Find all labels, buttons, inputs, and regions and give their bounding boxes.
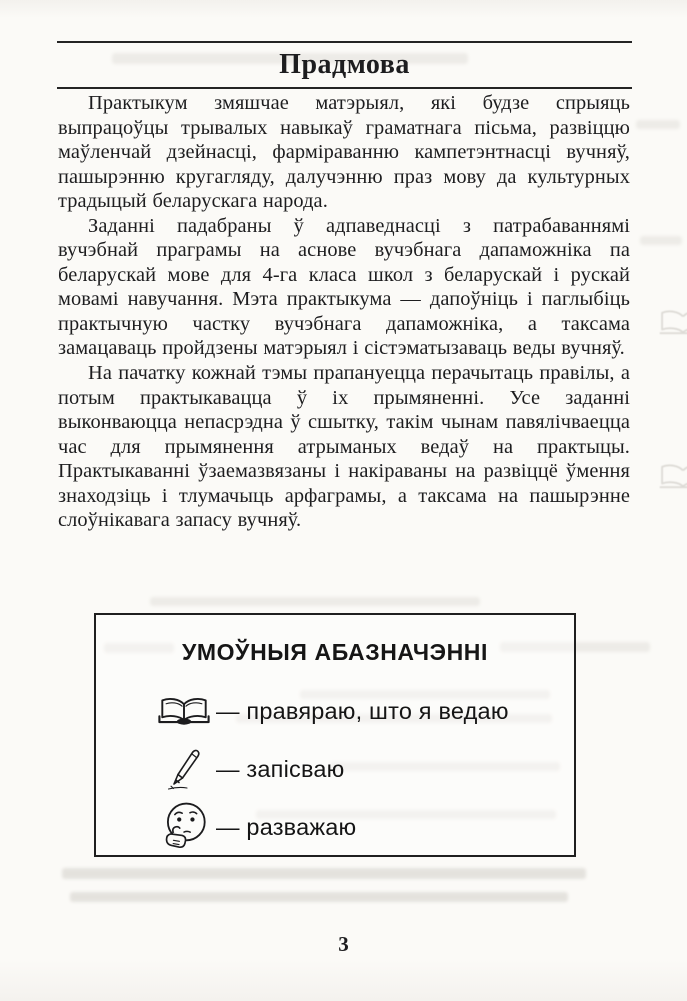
legend-title: УМОЎНЫЯ АБАЗНАЧЭННІ <box>182 639 488 665</box>
legend-rows <box>152 682 574 856</box>
paragraph: Практыкум змяшчае матэрыял, які будзе спрыяць выпрацоўцы трывалых навыкаў граматнага пісьма, развіццю маўленчай дзейнасці, фарміраванню кампетэнтнасці вучняў, пашырэнню кругагляду, далучэнню праз мову да культурных традыцый беларускага народа. <box>58 92 630 213</box>
bleed-through-line <box>636 120 680 129</box>
legend-label: — запісваю <box>216 755 345 782</box>
legend-item-check <box>152 682 574 740</box>
pen-icon <box>152 744 216 794</box>
legend-label: — разважаю <box>216 813 357 840</box>
bleed-through-line <box>70 892 568 902</box>
preface-text <box>58 91 630 607</box>
legend-label: — правяраю, што я ведаю <box>216 697 509 724</box>
legend-item-write <box>152 740 574 798</box>
paragraph: На пачатку кожнай тэмы прапануецца перачытаць правілы, а потым практыкавацца ў іх прымяненні. Усе заданні выконваюцца непасрэдна ў сшытку, такім чынам павялічваецца час для прымянення атрыманых ведаў на практыцы. Практыкаванні ўзаемазвязаны і накіраваны на развіццё ўмення знаходзіць і тлумачыць арфаграмы, а таксама на пашырэнне слоўнікавага запасу вучняў. <box>58 362 630 532</box>
bleed-through-line <box>62 868 586 879</box>
page-title: Прадмова <box>279 49 410 80</box>
thinking-face-icon <box>152 799 216 855</box>
title-block <box>57 41 632 89</box>
legend-box <box>94 613 576 857</box>
ghost-book-icon <box>657 308 687 338</box>
legend-item-think <box>152 798 574 856</box>
paragraph: Заданні падабраны ў адпаведнасці з патрабаваннямі вучэбнай праграмы на аснове вучэбнага дапаможніка па беларускай мове для 4-га класа школ з беларускай і рускай мовамі навучання. Мэта практыкума — дапоўніць і паглыбіць практычную частку вучэбнага дапаможніка, а таксама замацаваць пройдзены матэрыял і сістэматызаваць веды вучняў. <box>58 214 630 360</box>
page-number: 3 <box>338 932 349 956</box>
open-book-icon <box>152 695 216 727</box>
ghost-book-icon <box>657 462 687 492</box>
bleed-through-line <box>640 236 682 245</box>
